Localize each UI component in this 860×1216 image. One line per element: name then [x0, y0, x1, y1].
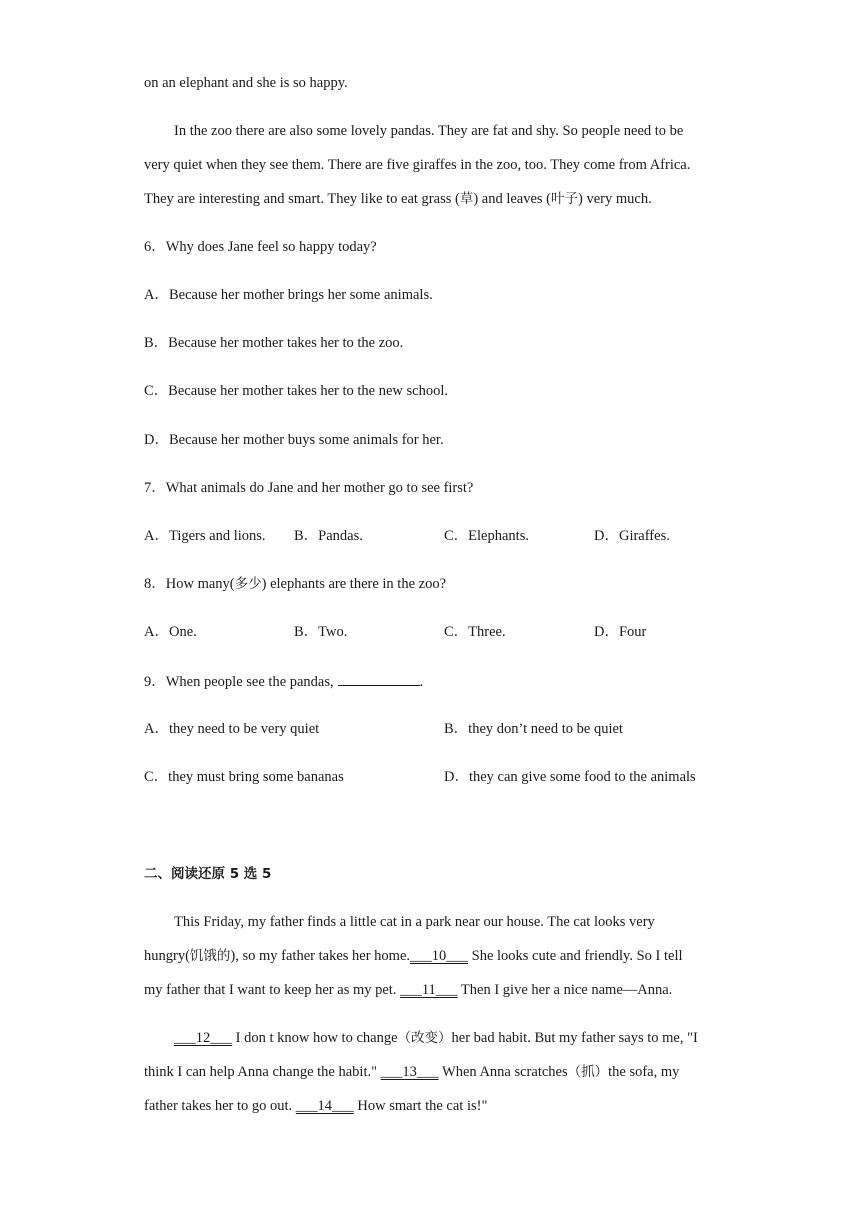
question-7-stem: 7．What animals do Jane and her mother go to see first?	[144, 480, 474, 496]
blank-11[interactable]: ___11___	[400, 982, 458, 998]
question-9-option-d[interactable]: D．they can give some food to the animals	[444, 769, 696, 785]
blank-10[interactable]: ___10___	[410, 948, 469, 964]
question-9-option-b[interactable]: B．they don’t need to be quiet	[444, 721, 623, 737]
blank-14[interactable]: ___14___	[295, 1098, 354, 1114]
answer-blank[interactable]	[338, 671, 420, 686]
question-8-option-b[interactable]: B．Two.	[294, 624, 348, 640]
question-7-option-c[interactable]: C．Elephants.	[444, 528, 529, 544]
question-6-option-b[interactable]: B．Because her mother takes her to the zoo.	[144, 335, 404, 351]
passage-line: very quiet when they see them. There are five giraffes in the zoo, too. They come from Africa.	[144, 157, 691, 173]
passage-line: In the zoo there are also some lovely pandas. They are fat and shy. So people need to be	[174, 123, 684, 139]
question-6-stem: 6．Why does Jane feel so happy today?	[144, 239, 377, 255]
passage-line: ___12___ I don t know how to change（改变）her bad habit. But my father says to me, "I	[174, 1030, 698, 1046]
passage-line: They are interesting and smart. They like to eat grass (草) and leaves (叶子) very much.	[144, 191, 652, 207]
question-6-option-a[interactable]: A．Because her mother brings her some animals.	[144, 287, 433, 303]
question-8-option-a[interactable]: A．One.	[144, 624, 197, 640]
passage-line: father takes her to go out. ___14___ How smart the cat is!"	[144, 1098, 488, 1114]
passage-line: hungry(饥饿的), so my father takes her home.___10___ She looks cute and friendly. So I tell	[144, 948, 683, 964]
passage-line: think I can help Anna change the habit." ___13___ When Anna scratches（抓）the sofa, my	[144, 1064, 680, 1080]
question-6-option-c[interactable]: C．Because her mother takes her to the new school.	[144, 383, 449, 399]
blank-12[interactable]: ___12___	[174, 1030, 232, 1046]
question-9-option-c[interactable]: C．they must bring some bananas	[144, 769, 344, 785]
question-7-option-d[interactable]: D．Giraffes.	[594, 528, 670, 544]
section-heading: 二、阅读还原 5 选 5	[144, 866, 272, 882]
question-7-option-a[interactable]: A．Tigers and lions.	[144, 528, 266, 544]
question-8-option-d[interactable]: D．Four	[594, 624, 647, 640]
question-8-stem: 8．How many(多少) elephants are there in the zoo?	[144, 576, 447, 592]
question-9-option-a[interactable]: A．they need to be very quiet	[144, 721, 320, 737]
passage-line: This Friday, my father finds a little cat in a park near our house. The cat looks very	[174, 914, 655, 930]
question-7-option-b[interactable]: B．Pandas.	[294, 528, 363, 544]
passage-line: on an elephant and she is so happy.	[144, 75, 348, 91]
question-9-stem: 9．When people see the pandas, .	[144, 671, 423, 692]
question-8-option-c[interactable]: C．Three.	[444, 624, 506, 640]
question-6-option-d[interactable]: D．Because her mother buys some animals for her.	[144, 432, 444, 448]
blank-13[interactable]: ___13___	[380, 1064, 439, 1080]
passage-line: my father that I want to keep her as my pet. ___11___ Then I give her a nice name—Anna.	[144, 982, 673, 998]
